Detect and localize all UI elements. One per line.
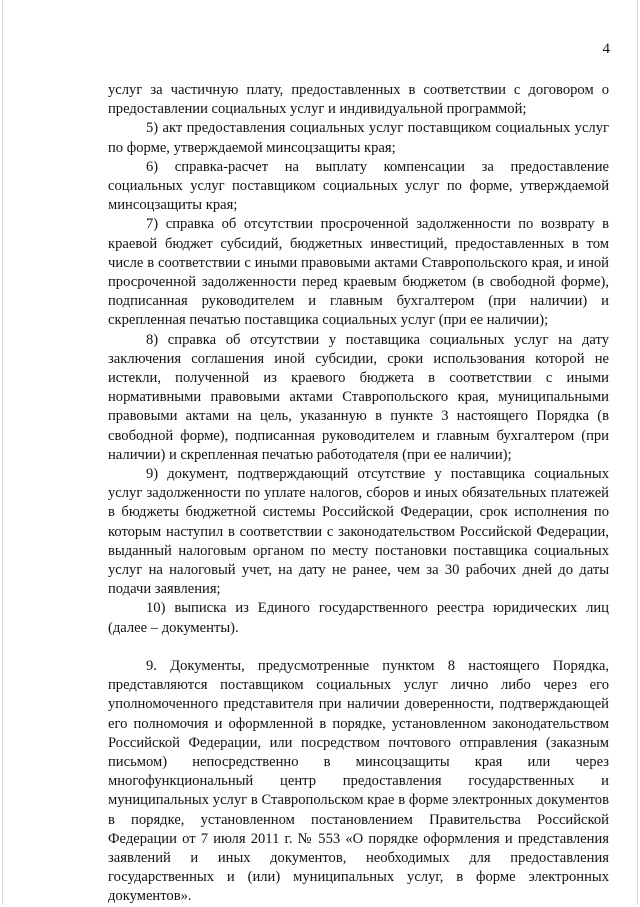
list-item-10: 10) выписка из Единого государственного реестра юридических лиц (далее – документы). [108, 600, 609, 636]
list-item-9: 9) документ, подтверждающий отсутствие у поставщика социальных услуг задолженности по уплате налогов, сборов и иных обязательных платежей в бюджеты бюджетной системы Российской Федерации, срок исполнения по которым наступил в соответствии с законодательством Российской Федерации, выданный налоговым органом по месту постановки поставщика социальных услуг на налоговый учет, на дату не ранее, чем за 30 рабочих дней до даты подачи заявления; [108, 466, 609, 598]
list-item-5: 5) акт предоставления социальных услуг поставщиком социальных услуг по форме, утверждаемой минсоцзащиты края; [108, 120, 609, 156]
page-number: 4 [602, 41, 610, 57]
document-body [108, 81, 609, 907]
page-edge-right [637, 0, 638, 905]
paragraph-continuation: услуг за частичную плату, предоставленных в соответствии с договором о предоставлении социальных услуг и индивидуальной программой; [108, 82, 609, 118]
list-item-8: 8) справка об отсутствии у поставщика социальных услуг на дату заключения соглашения иной субсидии, сроки использования которой не истекли, полученной из краевого бюджета в соответствии с иными нормативными правовыми актами Ставропольского края, муниципальными правовыми актами на цель, указанную в пункте 3 настоящего Порядка (в свободной форме), подписанная руководителем и главным бухгалтером (при наличии) и скрепленная печатью работодателя (при ее наличии); [108, 331, 609, 463]
list-item-6: 6) справка-расчет на выплату компенсации за предоставление социальных услуг поставщиком социальных услуг по форме, утверждаемой минсоцзащиты края; [108, 158, 609, 214]
page-edge-left [2, 0, 3, 905]
section-9-paragraph: 9. Документы, предусмотренные пунктом 8 настоящего Порядка, представляются поставщиком социальных услуг лично либо через его уполномоченного представителя при наличии доверенности, подтверждающей его полномочия и оформленной в порядке, установленном законодательством Российской Федерации, или посредством почтового отправления (заказным письмом) непосредственно в минсоцзащиты края или через многофункциональный центр предоставления государственных и муниципальных услуг в Ставропольском крае в форме электронных документов в порядке, установленном постановлением Правительства Российской Федерации от 7 июля 2011 г. № 553 «О порядке оформления и представления заявлений и иных документов, необходимых для предоставления государственных и (или) муниципальных услуг, в форме электронных документов». [108, 657, 609, 905]
list-item-7: 7) справка об отсутствии просроченной задолженности по возврату в краевой бюджет субсидий, бюджетных инвестиций, предоставленных в том числе в соответствии с иными правовыми актами Ставропольского края, и иной просроченной задолженности перед краевым бюджетом (в свободной форме), подписанная руководителем и главным бухгалтером (при наличии) и скрепленная печатью поставщика социальных услуг (при ее наличии); [108, 216, 609, 329]
